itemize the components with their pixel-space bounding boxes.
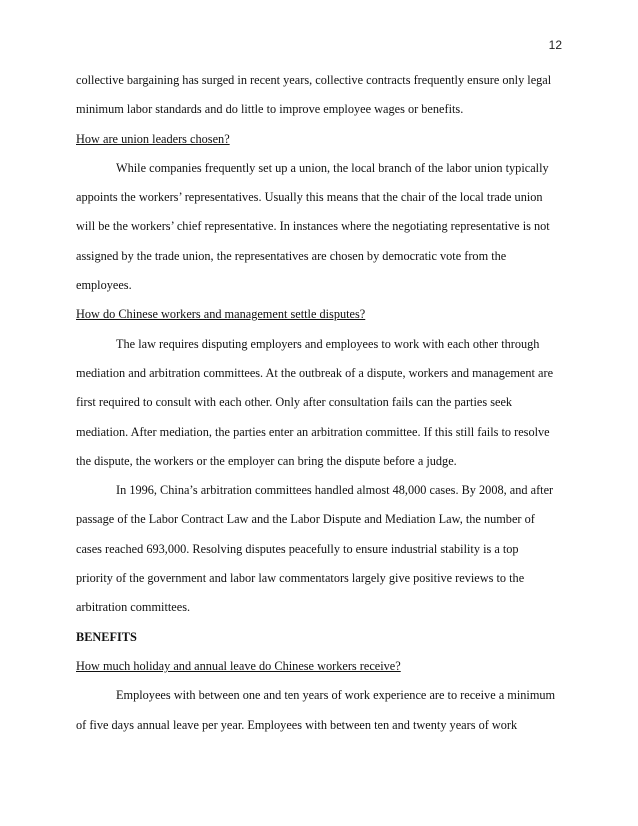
question-heading-leave: How much holiday and annual leave do Chinese workers receive? <box>76 658 401 673</box>
paragraph-line: the dispute, the workers or the employer can bring the dispute before a judge. <box>76 453 457 468</box>
paragraph-line: mediation and arbitration committees. At the outbreak of a dispute, workers and management are <box>76 365 554 380</box>
paragraph-line: priority of the government and labor law commentators largely give positive reviews to the <box>76 571 525 586</box>
paragraph-line: The law requires disputing employers and employees to work with each other through <box>116 336 540 351</box>
paragraph-line: Employees with between one and ten years of work experience are to receive a minimum <box>116 688 556 703</box>
paragraph-line: collective bargaining has surged in recent years, collective contracts frequently ensure only legal <box>76 73 552 87</box>
page-number: 12 <box>548 38 562 52</box>
paragraph-line: employees. <box>76 278 132 293</box>
paragraph-line: appoints the workers’ representatives. Usually this means that the chair of the local trade union <box>76 190 543 205</box>
paragraph-line: mediation. After mediation, the parties enter an arbitration committee. If this still fails to resolve <box>76 424 550 439</box>
paragraph-line: assigned by the trade union, the representatives are chosen by democratic vote from the <box>76 248 507 263</box>
question-heading-disputes: How do Chinese workers and management settle disputes? <box>76 307 366 322</box>
paragraph-line: arbitration committees. <box>76 600 191 615</box>
paragraph-line: first required to consult with each other. Only after consultation fails can the parties seek <box>76 395 513 410</box>
paragraph-line: minimum labor standards and do little to improve employee wages or benefits. <box>76 102 464 117</box>
question-heading-union-leaders: How are union leaders chosen? <box>76 131 230 146</box>
paragraph-line: of five days annual leave per year. Employees with between ten and twenty years of work <box>76 717 518 732</box>
paragraph-line: passage of the Labor Contract Law and the Labor Dispute and Mediation Law, the number of <box>76 512 535 527</box>
section-heading-benefits: BENEFITS <box>76 629 137 644</box>
paragraph-line: In 1996, China’s arbitration committees handled almost 48,000 cases. By 2008, and after <box>116 483 554 498</box>
paragraph-line: cases reached 693,000. Resolving disputes peacefully to ensure industrial stability is a top <box>76 541 519 556</box>
paragraph-line: will be the workers’ chief representative. In instances where the negotiating representative is not <box>76 219 550 234</box>
body-text <box>76 66 566 740</box>
paragraph-line: While companies frequently set up a union, the local branch of the labor union typically <box>116 160 549 175</box>
